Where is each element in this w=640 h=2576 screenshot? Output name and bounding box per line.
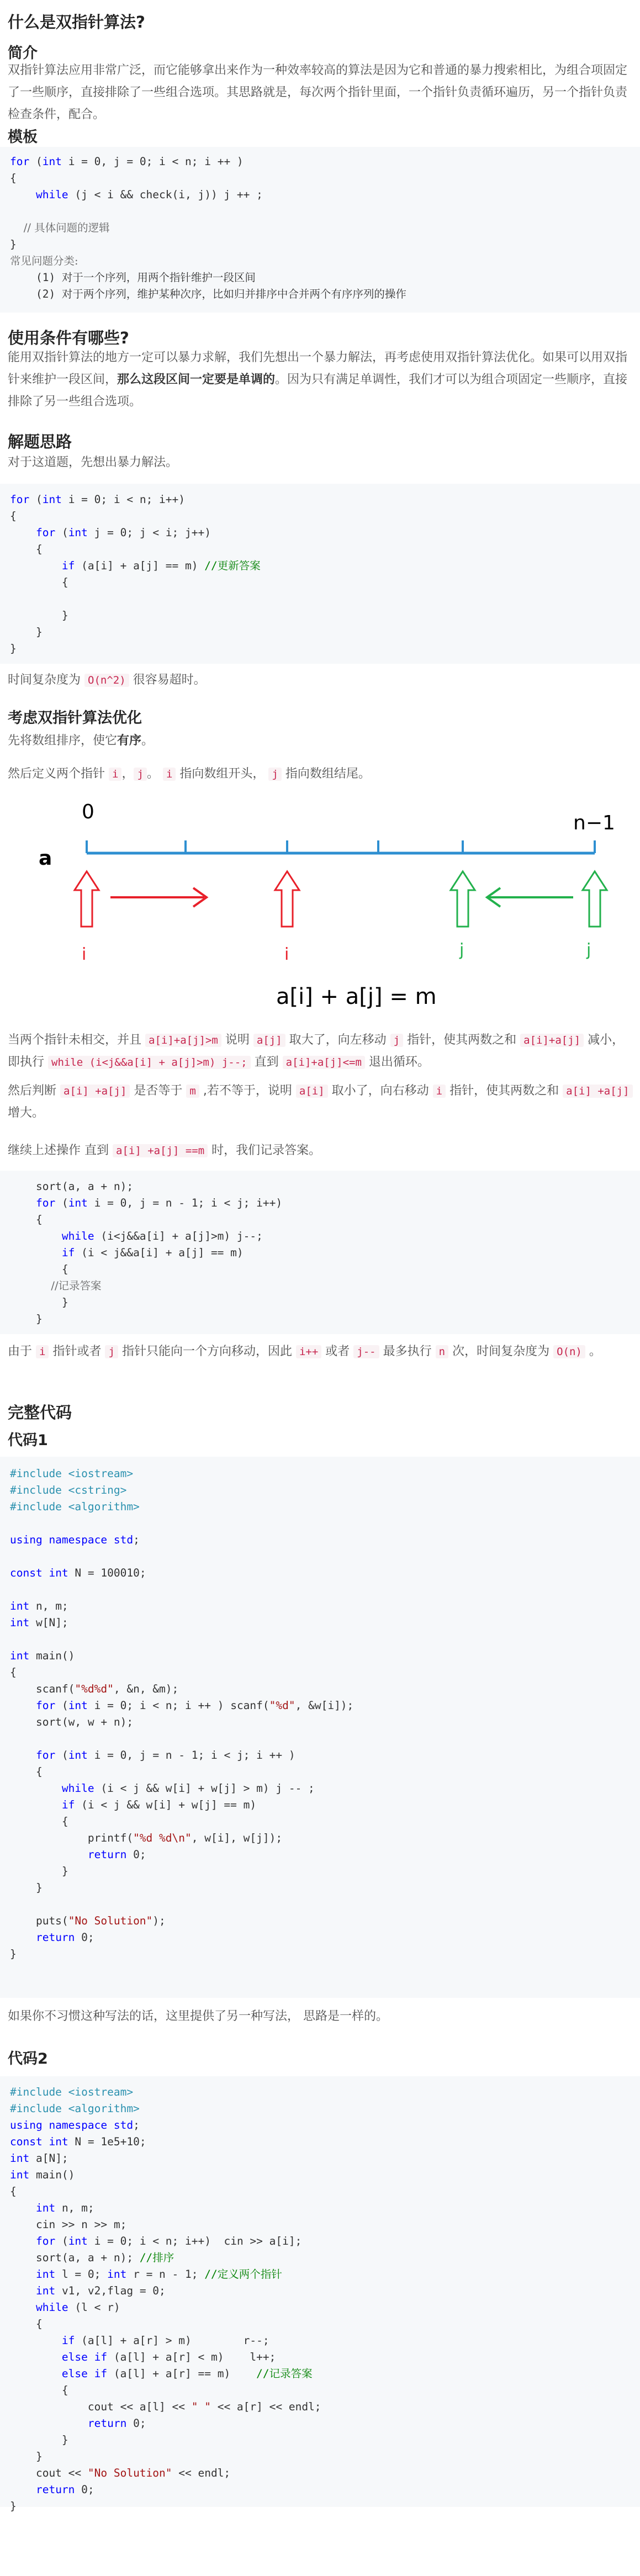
code-line: return 0; (35, 2483, 94, 2496)
p2-text-f: 增大。 (8, 1106, 45, 1120)
intro-heading: 简介 (8, 45, 38, 62)
inline-code-complexity: O(n^2) (84, 674, 129, 687)
explain-paragraph-2 (8, 1080, 634, 1124)
code-line: using namespace std; (10, 1533, 140, 1546)
p1-text-a: 当两个指针未相交，并且 (8, 1033, 142, 1047)
code-line: { (10, 172, 17, 184)
brute-intro: 对于这道题，先想出暴力解法。 (8, 456, 178, 469)
code-line: if (i < j&&a[i] + a[j] == m) (61, 1246, 244, 1259)
p1-code-sum-gt: a[i]+a[j]>m (145, 1034, 221, 1047)
section-title-idea: 解题思路 (8, 432, 72, 451)
p2-text-a: 然后判断 (8, 1084, 57, 1098)
code-line: if (a[l] + a[r] > m) r--; (61, 2334, 269, 2347)
code2-heading: 代码2 (8, 2050, 48, 2067)
p3-code-sum-eq: a[i] +a[j] ==m (113, 1144, 208, 1157)
code-line: return 0; (35, 1931, 94, 1944)
pointer-j-middle-arrow (451, 871, 475, 927)
inline-code-i-second: i (163, 768, 176, 781)
code-line: (1) 对于一个序列，用两个指针维护一段区间 (10, 271, 256, 284)
code-line: const int N = 1e5+10; (10, 2135, 146, 2148)
label-j-middle: j (459, 940, 464, 960)
p4-text-e: 最多执行 (383, 1345, 432, 1358)
intro-paragraph: 双指针算法应用非常广泛，而它能够拿出来作为一种效率较高的算法是因为它和普通的暴力搜索相比，为组合项固定了一些顺序，直接排除了一些组合选项。其思路就是，每次两个指针里面，一个指针负责循环遍历，另一个指针负责检查条件，配合。 (8, 64, 628, 121)
code-line: //记录答案 (10, 1279, 102, 1292)
code-block-code2[interactable] (0, 2076, 640, 2512)
explain-paragraph-3 (8, 1140, 634, 1162)
code-line: (2) 对于两个序列，维护某种次序，比如归并排序中合并两个有序序列的操作 (10, 288, 406, 300)
label-i-start: i (82, 945, 87, 964)
code-line: cout << a[l] << " " << a[r] << endl; (10, 2400, 321, 2413)
p2-text-e: 指针，使其两数之和 (449, 1084, 559, 1098)
p1-code-sum-le: a[i]+a[j]<=m (283, 1056, 365, 1069)
conditions-paragraph (8, 347, 634, 413)
code-line: while (j < i && check(i, j)) j ++ ; (35, 188, 263, 201)
section-title-what-is: 什么是双指针算法? (8, 13, 145, 31)
code-line: } (10, 609, 68, 622)
p1-code-j: j (390, 1034, 403, 1047)
code-line: for (int i = 0, j = 0; i < n; i ++ ) (10, 155, 244, 168)
code-block-two-pointer[interactable] (0, 1171, 640, 1334)
code-line: { (10, 1666, 17, 1679)
code-line: } (10, 1881, 43, 1894)
code-line: int n, m; (35, 2202, 94, 2214)
p2-text-b: 是否等于 (134, 1084, 183, 1098)
p4-code-j: j (105, 1345, 118, 1358)
def-text-j: 指向数组结尾。 (285, 767, 371, 781)
code-line: #include <iostream> (10, 1467, 134, 1480)
code-line: cin >> n >> m; (10, 2218, 127, 2231)
code-line: printf("%d %d\n", w[i], w[j]); (10, 1832, 283, 1844)
code-line: sort(a, a + n); (10, 1180, 134, 1193)
code-line: puts("No Solution"); (10, 1914, 166, 1927)
sort-text: 先将数组排序，使它 (8, 734, 118, 748)
code-line: int l = 0; int r = n - 1; //定义两个指针 (35, 2268, 282, 2281)
code-line: int n, m; (10, 1600, 68, 1612)
p1-code-sum: a[i]+a[j] (520, 1034, 584, 1047)
code-line: // 具体问题的逻辑 (10, 221, 110, 234)
pointer-arrows (75, 871, 607, 927)
inline-code-i: i (109, 768, 121, 781)
label-zero: 0 (82, 801, 94, 823)
p1-text-f: 直到 (254, 1055, 279, 1069)
label-array-a: a (39, 847, 52, 870)
conditions-text-end: 。因为只有满足单调性，我们才可以为组合项固定一些顺序，直接排除了另一些组合选项。 (8, 373, 628, 409)
code-line: for (int i = 0; i < n; i++) cin >> a[i]; (35, 2235, 302, 2247)
code-line: const int N = 100010; (10, 1567, 146, 1579)
def-period: 。 (146, 767, 159, 781)
explain-paragraph-4 (8, 1341, 634, 1363)
code-line: while (l < r) (35, 2301, 120, 2314)
code-line: cout << "No Solution" << endl; (10, 2467, 231, 2479)
code-line: while (i<j&&a[i] + a[j]>m) j--; (61, 1230, 263, 1242)
code-line: for (int i = 0; i < n; i++) (10, 493, 186, 506)
pointer-i-start-arrow (75, 871, 99, 927)
code-line: { (10, 1815, 68, 1828)
code-line: } (10, 1296, 68, 1309)
code-line: int v1, v2,flag = 0; (35, 2284, 166, 2297)
array-ruler (87, 840, 595, 853)
code-line: { (10, 1213, 43, 1226)
section-title-conditions: 使用条件有哪些? (8, 329, 129, 347)
code-line: int a[N]; (10, 2152, 68, 2165)
inline-code-j-second: j (268, 768, 281, 781)
p2-code-ai: a[i] (296, 1085, 328, 1098)
pointer-j-end-arrow (583, 871, 607, 927)
code-line: } (10, 642, 17, 655)
code-line: return 0; (87, 2417, 146, 2430)
code-line: { (10, 2185, 17, 2198)
code-line: } (10, 626, 43, 638)
code-block-brute-force[interactable] (0, 484, 640, 664)
code-block-template[interactable] (0, 147, 640, 313)
p4-code-j-dec: j-- (353, 1345, 379, 1358)
p1-code-while: while (i<j&&a[i] + a[j]>m) j--; (48, 1056, 251, 1069)
optimization-heading: 考虑双指针算法优化 (8, 710, 142, 727)
code-line: #include <cstring> (10, 1484, 127, 1496)
p1-text-e: 减小，即执行 (8, 1033, 625, 1069)
p4-code-i-inc: i++ (296, 1345, 321, 1358)
code-line: } (10, 1948, 17, 1960)
template-heading: 模板 (8, 129, 38, 146)
code-line: #include <algorithm> (10, 2102, 140, 2115)
code1-heading: 代码1 (8, 1432, 48, 1449)
code-line: #include <algorithm> (10, 1500, 140, 1513)
p1-text-g: 退出循环。 (368, 1055, 430, 1069)
code-line: sort(a, a + n); //排序 (10, 2251, 174, 2264)
code-line: } (10, 238, 17, 251)
diagram-formula: a[i] + a[j] = m (276, 984, 437, 1009)
p4-text-a: 由于 (8, 1345, 33, 1358)
code-line: if (a[i] + a[j] == m) //更新答案 (61, 559, 261, 572)
code-line: { (10, 576, 68, 589)
code-line: { (10, 2384, 68, 2397)
pointer-definition-line (8, 763, 634, 785)
inline-code-j: j (134, 768, 146, 781)
p4-code-on: O(n) (553, 1345, 585, 1358)
p4-text-b: 指针或者 (52, 1345, 102, 1358)
p2-code-i: i (433, 1085, 446, 1098)
code-line: scanf("%d%d", &n, &m); (10, 1683, 179, 1695)
code-line: else if (a[l] + a[r] == m) //记录答案 (61, 2367, 313, 2380)
complexity-line (8, 669, 634, 691)
code-line: else if (a[l] + a[r] < m) l++; (61, 2351, 276, 2363)
code-line: } (10, 1865, 68, 1877)
sort-bold: 有序 (117, 734, 142, 748)
two-pointer-diagram (11, 795, 624, 1022)
section-title-full-code: 完整代码 (8, 1403, 72, 1422)
code-line: { (10, 510, 17, 522)
p1-text-b: 说明 (225, 1033, 250, 1047)
p2-code-m: m (186, 1085, 199, 1098)
def-text-i: 指向数组开头， (179, 767, 265, 781)
p4-code-i: i (36, 1345, 49, 1358)
code-line: 常见问题分类: (10, 255, 78, 267)
p3-text-b: 时，我们记录答案。 (211, 1144, 321, 1157)
code-line: sort(w, w + n); (10, 1716, 134, 1728)
complexity-text-end: 很容易超时。 (133, 673, 206, 687)
conditions-bold: 那么这段区间一定要是单调的 (117, 373, 276, 387)
p2-text-c: ,若不等于，说明 (203, 1084, 292, 1098)
p4-code-n: n (436, 1345, 448, 1358)
code-line: { (10, 2318, 43, 2330)
code-line: for (int i = 0, j = n - 1; i < j; i++) (35, 1197, 283, 1209)
p1-code-aj: a[j] (253, 1034, 285, 1047)
sort-text-end: 。 (141, 734, 154, 748)
p2-code-sum: a[i] +a[j] (60, 1085, 130, 1098)
p2-code-sum-2: a[i] +a[j] (563, 1085, 632, 1098)
p1-text-d: 指针，使其两数之和 (407, 1033, 517, 1047)
code-line: if (i < j && w[i] + w[j] == m) (61, 1799, 257, 1811)
p4-text-c: 指针只能向一个方向移动，因此 (121, 1345, 292, 1358)
p4-text-d: 或者 (325, 1345, 350, 1358)
code-line: for (int i = 0, j = n - 1; i < j; i ++ ) (35, 1749, 295, 1762)
pointer-i-middle-arrow (275, 871, 299, 927)
code-line: #include <iostream> (10, 2086, 134, 2098)
p3-text-a: 继续上述操作 直到 (8, 1144, 109, 1157)
code-line: int main() (10, 2168, 75, 2181)
sort-line (8, 730, 634, 752)
code-line: while (i < j && w[i] + w[j] > m) j -- ; (61, 1782, 315, 1795)
code-block-code1[interactable] (0, 1457, 640, 1998)
def-separator: ， (121, 767, 134, 781)
explain-paragraph-1 (8, 1029, 634, 1073)
p4-text-f: 次，时间复杂度为 (452, 1345, 550, 1358)
def-text: 然后定义两个指针 (8, 767, 105, 781)
code-line: { (10, 1765, 43, 1778)
code-line: using namespace std; (10, 2119, 140, 2131)
p1-text-c: 取大了，向左移动 (289, 1033, 387, 1047)
code-line: } (10, 2500, 17, 2512)
code-line: { (10, 543, 43, 556)
code-line: return 0; (87, 1848, 146, 1861)
code-line: int w[N]; (10, 1616, 68, 1629)
code-line: for (int i = 0; i < n; i ++ ) scanf("%d", &w[i]); (35, 1699, 354, 1712)
code-line: { (10, 1263, 68, 1276)
p4-text-g: 。 (589, 1345, 601, 1358)
code-line: } (10, 2434, 68, 2446)
code-line: int main() (10, 1649, 75, 1662)
code-line: } (10, 2450, 43, 2463)
label-n-minus-1: n−1 (573, 812, 615, 834)
p2-text-d: 取小了，向右移动 (331, 1084, 429, 1098)
label-j-end: j (586, 940, 591, 960)
code-line: } (10, 1313, 43, 1325)
code-line: for (int j = 0; j < i; j++) (35, 526, 211, 539)
alternative-note: 如果你不习惯这种写法的话，这里提供了另一种写法， 思路是一样的。 (8, 2009, 388, 2023)
complexity-text: 时间复杂度为 (8, 673, 81, 687)
label-i-middle: i (284, 945, 289, 964)
conditions-text: 能用双指针算法的地方一定可以暴力求解，我们先想出一个暴力解法，再考虑使用双指针算法优化。如果可以用双指针来维护一段区间， (8, 351, 628, 387)
